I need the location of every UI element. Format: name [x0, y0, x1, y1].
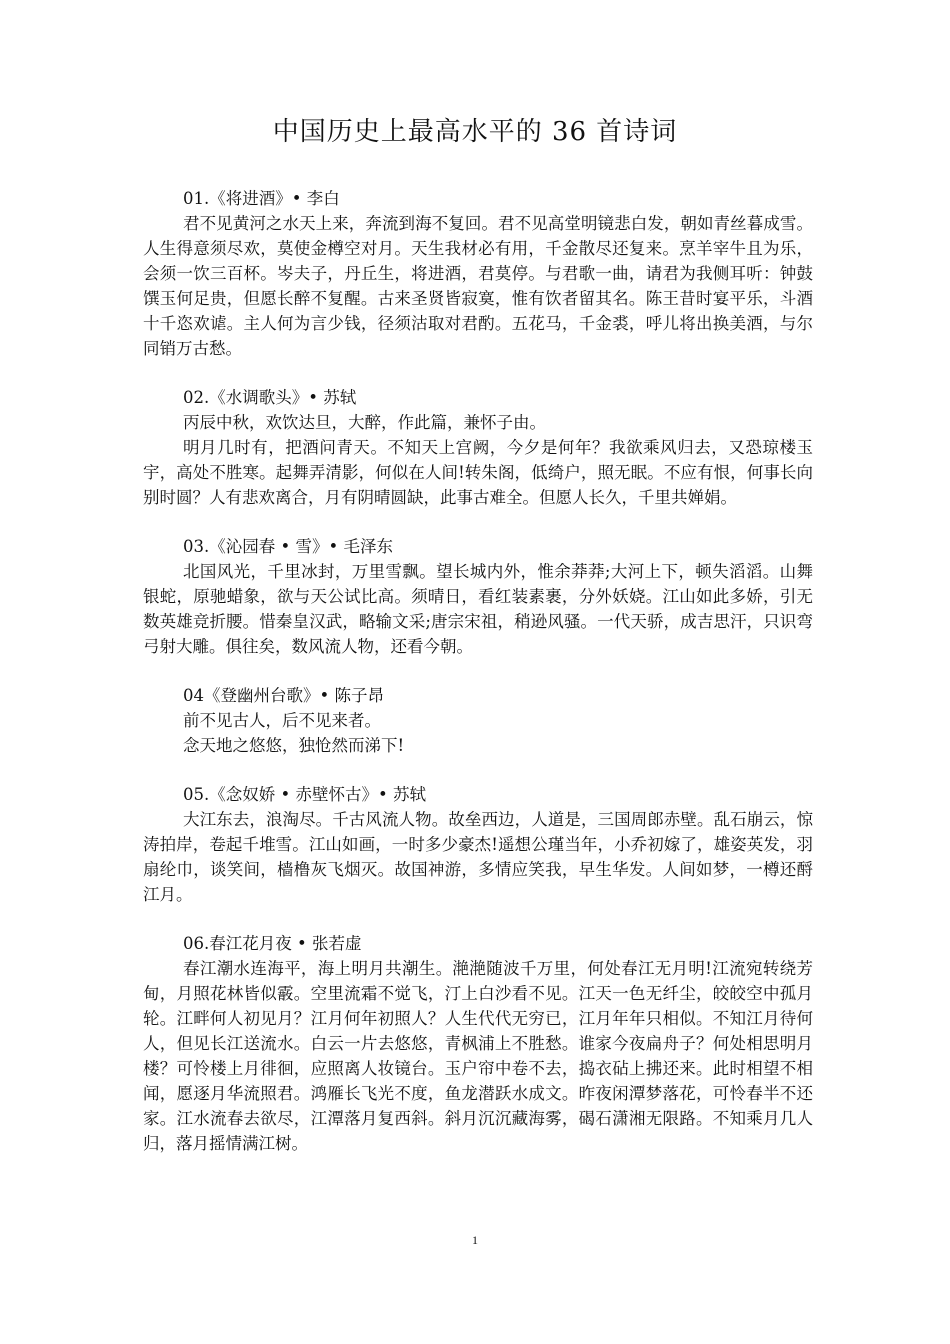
poem-heading: 05.《念奴娇 • 赤壁怀古》• 苏轼 — [183, 785, 426, 804]
poem-01 — [143, 186, 813, 361]
poem-04 — [143, 683, 813, 758]
poem-text: 春江潮水连海平，海上明月共潮生。滟滟随波千万里，何处春江无月明!江流宛转绕芳甸，月照花林皆似霰。空里流霜不觉飞，汀上白沙看不见。江天一色无纤尘，皎皎空中孤月轮。江畔何人初见月？江月何年初照人？人生代代无穷已，江月年年只相似。不知江月待何人，但见长江送流水。白云一片去悠悠，青枫浦上不胜愁。谁家今夜扁舟子？何处相思明月楼？可怜楼上月徘徊，应照离人妆镜台。玉户帘中卷不去，捣衣砧上拂还来。此时相望不相闻，愿逐月华流照君。鸿雁长飞光不度，鱼龙潜跃水成文。昨夜闲潭梦落花，可怜春半不还家。江水流春去欲尽，江潭落月复西斜。斜月沉沉藏海雾，碣石潇湘无限路。不知乘月几人归，落月摇情满江树。 — [143, 959, 813, 1153]
poem-text: 明月几时有，把酒问青天。不知天上宫阙，今夕是何年？我欲乘风归去，又恐琼楼玉宇，高处不胜寒。起舞弄清影，何似在人间!转朱阁，低绮户，照无眠。不应有恨，何事长向别时圆？人有悲欢离合，月有阴晴圆缺，此事古难全。但愿人长久，千里共婵娟。 — [143, 438, 813, 507]
poem-06 — [143, 931, 813, 1156]
poem-text: 北国风光，千里冰封，万里雪飘。望长城内外，惟余莽莽;大河上下，顿失滔滔。山舞银蛇，原驰蜡象，欲与天公试比高。须晴日，看红装素裹，分外妖娆。江山如此多娇，引无数英雄竞折腰。惜秦皇汉武，略输文采;唐宗宋祖，稍逊风骚。一代天骄，成吉思汗，只识弯弓射大雕。俱往矣，数风流人物，还看今朝。 — [143, 562, 813, 656]
poem-preface: 丙辰中秋，欢饮达旦，大醉，作此篇，兼怀子由。 — [183, 413, 546, 432]
poem-02 — [143, 385, 813, 510]
poem-heading: 03.《沁园春 • 雪》• 毛泽东 — [183, 537, 393, 556]
poem-text: 大江东去，浪淘尽。千古风流人物。故垒西边，人道是，三国周郎赤壁。乱石崩云，惊涛拍岸，卷起千堆雪。江山如画，一时多少豪杰!遥想公瑾当年，小乔初嫁了，雄姿英发，羽扇纶巾，谈笑间，樯橹灰飞烟灭。故国神游，多情应笑我，早生华发。人间如梦，一樽还酹江月。 — [143, 810, 813, 904]
poem-03 — [143, 534, 813, 659]
poem-heading: 02.《水调歌头》• 苏轼 — [183, 388, 357, 407]
poem-text: 君不见黄河之水天上来，奔流到海不复回。君不见高堂明镜悲白发，朝如青丝暮成雪。人生得意须尽欢，莫使金樽空对月。天生我材必有用，千金散尽还复来。烹羊宰牛且为乐，会须一饮三百杯。岑夫子，丹丘生，将进酒，君莫停。与君歌一曲，请君为我侧耳听：钟鼓馔玉何足贵，但愿长醉不复醒。古来圣贤皆寂寞，惟有饮者留其名。陈王昔时宴平乐，斗酒十千恣欢谑。主人何为言少钱，径须沽取对君酌。五花马，千金裘，呼儿将出换美酒，与尔同销万古愁。 — [143, 214, 813, 358]
page-number: 1 — [472, 1233, 478, 1247]
poem-list — [143, 186, 813, 1180]
poem-heading: 06.春江花月夜 • 张若虚 — [183, 934, 362, 953]
poem-line: 念天地之悠悠，独怆然而涕下! — [183, 736, 405, 755]
poem-heading: 01.《将进酒》• 李白 — [183, 189, 340, 208]
document-title: 中国历史上最高水平的 36 首诗词 — [272, 117, 678, 147]
poem-line: 前不见古人，后不见来者。 — [183, 711, 381, 730]
poem-05 — [143, 782, 813, 907]
poem-heading: 04《登幽州台歌》• 陈子昂 — [183, 686, 384, 705]
